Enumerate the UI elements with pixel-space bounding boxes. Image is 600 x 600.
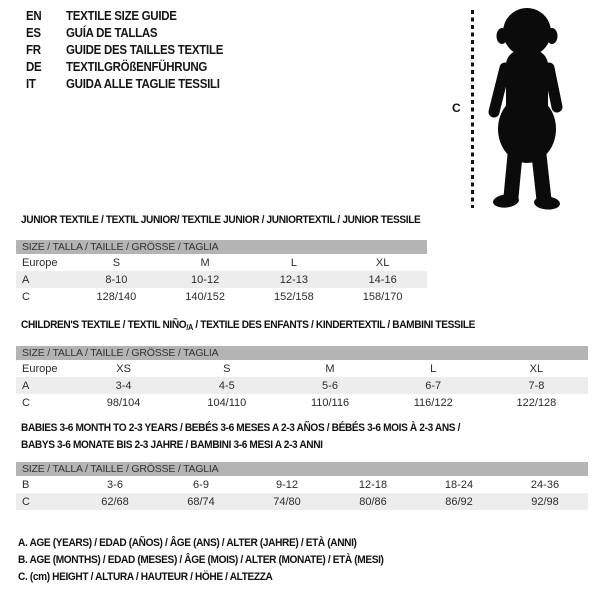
row-label: A xyxy=(22,379,30,392)
footnote-a: A. AGE (YEARS) / EDAD (AÑOS) / ÂGE (ANS) / ALTER (JAHRE) / ETÀ (ANNI) xyxy=(18,537,357,549)
table-cell: S xyxy=(112,256,121,269)
table-cell: 104/110 xyxy=(207,396,247,409)
language-row-it xyxy=(26,76,237,93)
table-cell: 18-24 xyxy=(444,478,474,491)
table-cell: 3-6 xyxy=(107,478,123,491)
language-title: GUÍA DE TALLAS xyxy=(66,25,158,40)
table-cell: 116/122 xyxy=(413,396,453,409)
table-cell: 80/86 xyxy=(359,495,387,508)
table-cell: 152/158 xyxy=(273,290,314,303)
junior-size-table xyxy=(16,240,427,305)
table-row-height-c xyxy=(16,493,588,510)
row-label: C xyxy=(22,495,30,508)
table-cell: 14-16 xyxy=(368,273,397,286)
table-cell: 10-12 xyxy=(191,273,220,286)
table-cell: 110/116 xyxy=(310,396,350,409)
row-label: A xyxy=(22,273,30,286)
children-title-post: / TEXTILE DES ENFANTS / KINDERTEXTIL / BAMBINI TESSILE xyxy=(192,319,476,331)
table-cell: 9-12 xyxy=(275,478,299,491)
language-code: IT xyxy=(26,77,36,92)
language-title: TEXTILE SIZE GUIDE xyxy=(66,8,177,23)
table-row-europe xyxy=(16,360,588,377)
babies-section-title-line2: BABYS 3-6 MONATE BIS 2-3 JAHRE / BAMBINI 3-6 MESI A 2-3 ANNI xyxy=(21,439,323,451)
language-code: FR xyxy=(26,42,41,57)
table-cell: 12-13 xyxy=(279,273,308,286)
table-cell: 140/152 xyxy=(185,290,225,303)
table-cell: 98/104 xyxy=(106,396,141,409)
language-row-en xyxy=(26,7,237,24)
row-label: C xyxy=(22,290,30,303)
table-cell: XS xyxy=(116,362,131,375)
size-header-band: SIZE / TALLA / TAILLE / GRÖSSE / TAGLIA xyxy=(16,240,427,254)
table-row-age-b xyxy=(16,476,588,493)
table-cell: 24-36 xyxy=(530,478,560,491)
footnote-c: C. (cm) HEIGHT / ALTURA / HAUTEUR / HÖHE / ALTEZZA xyxy=(18,571,273,584)
table-row-height-c xyxy=(16,394,588,411)
row-label: Europe xyxy=(22,362,58,375)
junior-section-title: JUNIOR TEXTILE / TEXTIL JUNIOR/ TEXTILE JUNIOR / JUNIORTEXTIL / JUNIOR TESSILE xyxy=(21,214,421,226)
row-label: C xyxy=(22,396,30,409)
table-row-europe xyxy=(16,254,427,271)
table-cell: 6-9 xyxy=(193,478,209,491)
height-measure-label: C xyxy=(452,101,461,115)
table-cell: 68/74 xyxy=(187,495,215,508)
language-code: EN xyxy=(26,8,42,23)
language-code: DE xyxy=(26,60,42,75)
footnote-b: B. AGE (MONTHS) / EDAD (MESES) / ÂGE (MOIS) / ALTER (MONATE) / ETÀ (MESI) xyxy=(18,554,384,567)
table-cell: 6-7 xyxy=(425,379,442,392)
table-cell: M xyxy=(200,256,210,269)
table-row-height-c xyxy=(16,288,427,305)
table-cell: XL xyxy=(529,362,544,375)
height-measure-dotted-line xyxy=(471,10,474,208)
children-title-pre: CHILDREN'S TEXTILE / TEXTIL NIÑO xyxy=(21,319,187,331)
table-cell: 7-8 xyxy=(528,379,545,392)
language-row-es xyxy=(26,24,237,41)
children-title-sub: /A xyxy=(186,323,193,332)
table-cell: L xyxy=(290,256,297,269)
table-cell: 86/92 xyxy=(445,495,473,508)
table-cell: 62/68 xyxy=(101,495,129,508)
language-row-de xyxy=(26,59,237,76)
table-row-age-a xyxy=(16,271,427,288)
table-cell: 158/170 xyxy=(362,290,403,303)
row-label: Europe xyxy=(22,256,58,269)
table-cell: XL xyxy=(375,256,390,269)
table-cell: 3-4 xyxy=(115,379,132,392)
language-code: ES xyxy=(26,25,41,40)
table-cell: M xyxy=(325,362,335,375)
row-label: B xyxy=(22,478,30,491)
size-header-band: SIZE / TALLA / TAILLE / GRÖSSE / TAGLIA xyxy=(16,346,588,360)
size-header-band: SIZE / TALLA / TAILLE / GRÖSSE / TAGLIA xyxy=(16,462,588,476)
children-size-table xyxy=(16,346,588,411)
footnotes xyxy=(18,537,415,589)
table-cell: 74/80 xyxy=(273,495,301,508)
language-title: GUIDA ALLE TAGLIE TESSILI xyxy=(66,77,220,92)
table-cell: 12-18 xyxy=(358,478,388,491)
table-cell: S xyxy=(223,362,231,375)
table-cell: 5-6 xyxy=(322,379,338,392)
baby-silhouette-icon xyxy=(477,5,577,211)
language-title: GUIDE DES TAILLES TEXTILE xyxy=(66,42,224,57)
table-cell: 92/98 xyxy=(531,495,559,508)
babies-section-title-line1: BABIES 3-6 MONTH TO 2-3 YEARS / BEBÉS 3-6 MESES A 2-3 AÑOS / BÉBÉS 3-6 MOIS À 2-3 ANS / xyxy=(21,422,461,434)
language-header xyxy=(26,7,237,93)
table-cell: L xyxy=(430,362,437,375)
table-cell: 8-10 xyxy=(105,273,128,286)
table-row-age-a xyxy=(16,377,588,394)
babies-size-table xyxy=(16,462,588,510)
language-title: TEXTILGRÖßENFÜHRUNG xyxy=(66,60,208,75)
table-cell: 122/128 xyxy=(516,396,557,409)
children-section-title xyxy=(21,319,475,332)
table-cell: 4-5 xyxy=(218,379,235,392)
table-cell: 128/140 xyxy=(96,290,137,303)
language-row-fr xyxy=(26,41,237,58)
